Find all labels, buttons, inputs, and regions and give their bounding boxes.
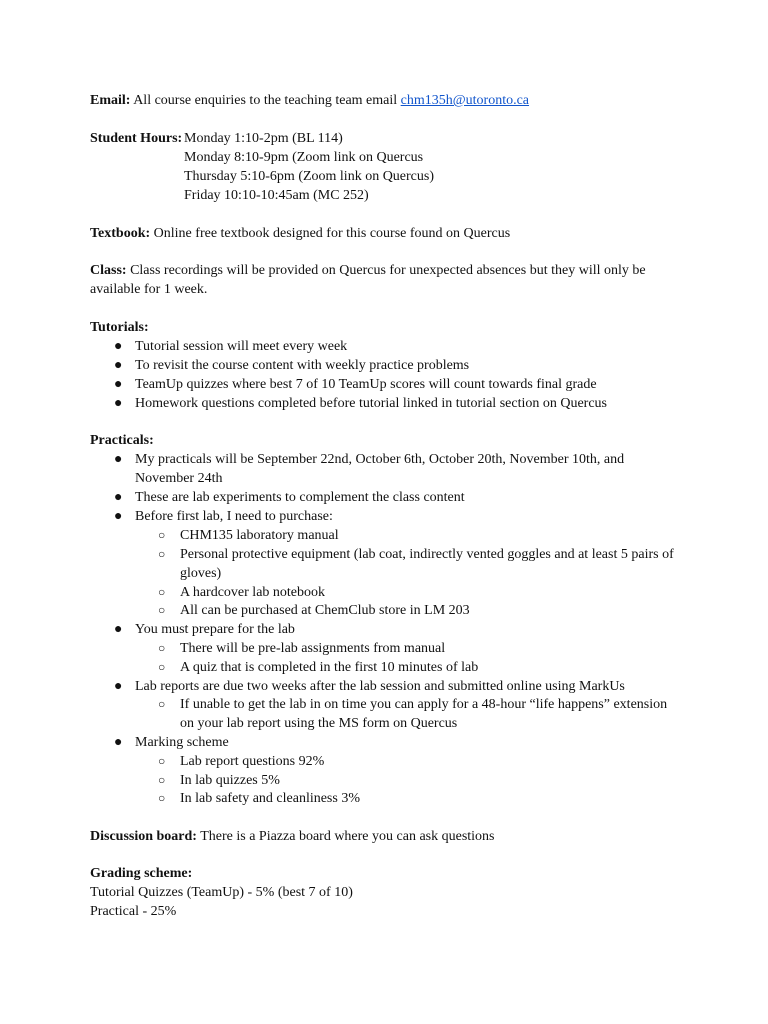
student-hours-label-line	[90, 129, 182, 148]
sub-bullet-icon: ○	[158, 791, 166, 805]
tutorials-heading: Tutorials:	[90, 320, 149, 335]
purchase-item: All can be purchased at ChemClub store in LM 203	[180, 603, 470, 618]
tutorial-item: Homework questions completed before tutorial linked in tutorial section on Quercus	[135, 396, 607, 411]
bullet-icon: ●	[114, 339, 123, 354]
sub-bullet-icon: ○	[158, 660, 166, 674]
discussion-label: Discussion board:	[90, 829, 197, 844]
bullet-icon: ●	[114, 622, 123, 637]
practical-item: Marking scheme	[135, 735, 229, 750]
bullet-icon: ●	[114, 679, 123, 694]
hours-slot: Thursday 5:10-6pm (Zoom link on Quercus)	[184, 169, 435, 184]
practical-item: My practicals will be September 22nd, October 6th, October 20th, November 10th, and November 24th	[135, 452, 625, 486]
textbook-line	[90, 224, 510, 243]
tutorial-item: TeamUp quizzes where best 7 of 10 TeamUp scores will count towards final grade	[135, 377, 597, 392]
marking-item: In lab quizzes 5%	[180, 773, 280, 788]
practical-item: Before first lab, I need to purchase:	[135, 509, 333, 524]
textbook-label: Textbook:	[90, 226, 151, 241]
practical-item: Lab reports are due two weeks after the lab session and submitted online using MarkUs	[135, 679, 625, 694]
bullet-icon: ●	[114, 735, 123, 750]
bullet-icon: ●	[114, 452, 123, 467]
marking-item: In lab safety and cleanliness 3%	[180, 791, 360, 806]
email-label: Email:	[90, 93, 131, 108]
tutorial-item: Tutorial session will meet every week	[135, 339, 348, 354]
grading-item: Tutorial Quizzes (TeamUp) - 5% (best 7 of 10)	[90, 885, 353, 900]
purchase-item: CHM135 laboratory manual	[180, 528, 339, 543]
sub-bullet-icon: ○	[158, 641, 166, 655]
bullet-icon: ●	[114, 377, 123, 392]
student-hours-label: Student Hours:	[90, 131, 183, 146]
discussion-line	[90, 827, 495, 846]
bullet-icon: ●	[114, 358, 123, 373]
class-text: Class recordings will be provided on Quercus for unexpected absences but they will only be	[130, 263, 646, 278]
class-text-cont: available for 1 week.	[90, 282, 208, 297]
hours-slot: Friday 10:10-10:45am (MC 252)	[184, 188, 369, 203]
email-text: All course enquiries to the teaching team email	[133, 93, 398, 108]
textbook-text: Online free textbook designed for this course found on Quercus	[153, 226, 511, 241]
practical-item: You must prepare for the lab	[135, 622, 295, 637]
hours-slot: Monday 1:10-2pm (BL 114)	[184, 131, 343, 146]
sub-bullet-icon: ○	[158, 528, 166, 542]
grading-heading: Grading scheme:	[90, 866, 193, 881]
tutorial-item: To revisit the course content with weekly practice problems	[135, 358, 470, 373]
prepare-item: A quiz that is completed in the first 10 minutes of lab	[180, 660, 479, 675]
bullet-icon: ●	[114, 396, 123, 411]
email-link[interactable]: chm135h@utoronto.ca	[400, 93, 530, 108]
sub-bullet-icon: ○	[158, 773, 166, 787]
purchase-item: Personal protective equipment (lab coat, indirectly vented goggles and at least 5 pairs of gloves)	[180, 547, 674, 581]
marking-item: Lab report questions 92%	[180, 754, 325, 769]
sub-bullet-icon: ○	[158, 754, 166, 768]
class-label: Class:	[90, 263, 127, 278]
hours-slot: Monday 8:10-9pm (Zoom link on Quercus	[184, 150, 424, 165]
class-line	[90, 261, 646, 280]
report-item: If unable to get the lab in on time you can apply for a 48-hour “life happens” extension on your lab report using the MS form on Quercus	[180, 697, 668, 731]
sub-bullet-icon: ○	[158, 585, 166, 599]
sub-bullet-icon: ○	[158, 603, 166, 617]
bullet-icon: ●	[114, 490, 123, 505]
sub-bullet-icon: ○	[158, 547, 166, 561]
purchase-item: A hardcover lab notebook	[180, 585, 326, 600]
practicals-heading: Practicals:	[90, 433, 154, 448]
bullet-icon: ●	[114, 509, 123, 524]
prepare-item: There will be pre-lab assignments from manual	[180, 641, 446, 656]
email-line	[90, 91, 529, 110]
discussion-text: There is a Piazza board where you can ask questions	[200, 829, 495, 844]
practical-item: These are lab experiments to complement the class content	[135, 490, 465, 505]
grading-item: Practical - 25%	[90, 904, 177, 919]
sub-bullet-icon: ○	[158, 697, 166, 711]
